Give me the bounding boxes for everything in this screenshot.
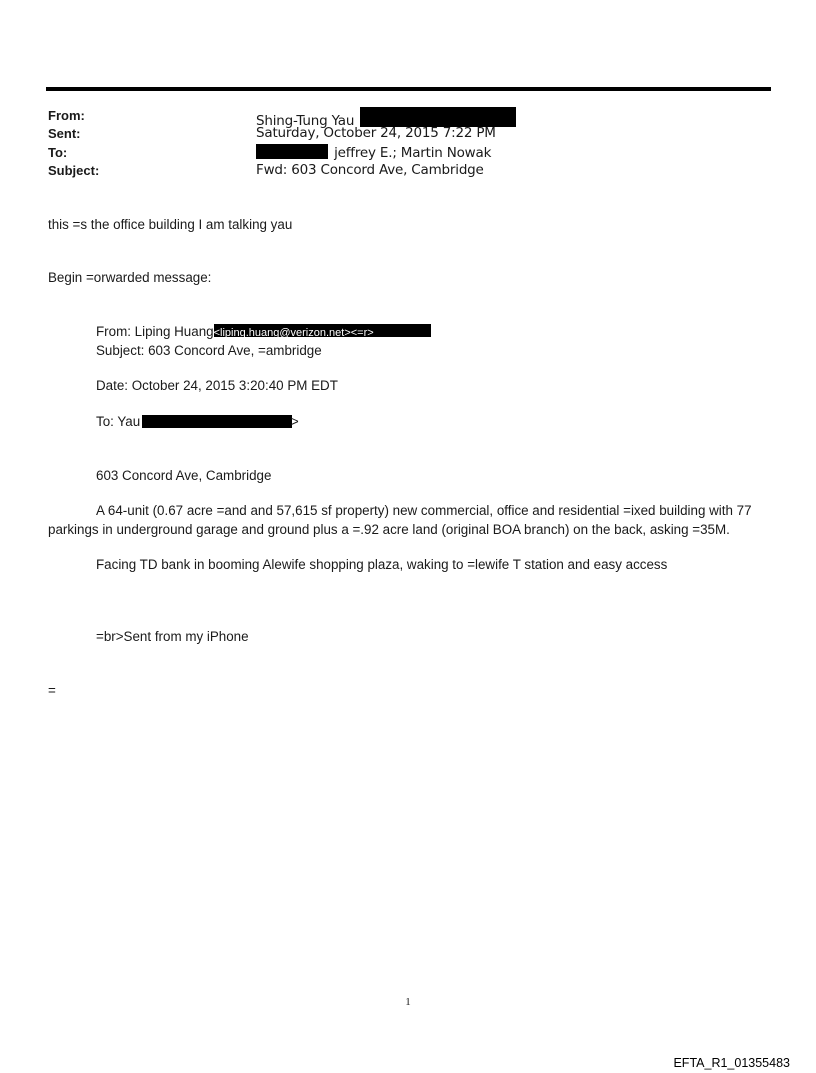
listing-title: 603 Concord Ave, Cambridge xyxy=(96,468,272,483)
fwd-to-line xyxy=(96,412,299,431)
header-rule xyxy=(46,87,771,91)
to-recipients: jeffrey E.; Martin Nowak xyxy=(334,145,492,161)
fwd-subject-line: Subject: 603 Concord Ave, =ambridge xyxy=(96,343,322,358)
page-number: 1 xyxy=(405,996,411,1008)
fwd-to-suffix: > xyxy=(290,414,299,429)
signature-line: =br>Sent from my iPhone xyxy=(96,629,249,644)
subject-value: Fwd: 603 Concord Ave, Cambridge xyxy=(256,162,484,178)
sent-label: Sent: xyxy=(48,126,81,141)
redaction-to-recipient xyxy=(256,144,328,159)
sent-value: Saturday, October 24, 2015 7:22 PM xyxy=(256,125,496,141)
subject-label: Subject: xyxy=(48,163,100,178)
fwd-date-line: Date: October 24, 2015 3:20:40 PM EDT xyxy=(96,378,338,393)
redaction-fwd-to-email xyxy=(142,415,292,428)
listing-location: Facing TD bank in booming Alewife shopping plaza, waking to =lewife T station and easy access xyxy=(96,557,668,572)
forward-marker: Begin =orwarded message: xyxy=(48,270,212,285)
to-label: To: xyxy=(48,145,68,160)
listing-description: A 64-unit (0.67 acre =and and 57,615 sf property) new commercial, office and residential =ixed building with 77 parkings in underground garage and ground plus a =.92 acre land (original BOA branch) on the back, asking =35M. xyxy=(48,503,752,537)
redaction-fwd-from-email xyxy=(214,324,431,337)
fwd-from-visible-fragment: <liping.huang@verizon.net><=r> xyxy=(213,327,374,337)
fwd-to-prefix: To: Yau xyxy=(96,414,141,429)
bates-number: EFTA_R1_01355483 xyxy=(673,1056,790,1070)
from-label: From: xyxy=(48,108,85,123)
redaction-from-email xyxy=(360,107,516,127)
trailer-char: = xyxy=(48,683,56,698)
to-value xyxy=(256,144,491,161)
fwd-from-line xyxy=(96,322,431,341)
fwd-from-prefix: From: Liping Huang xyxy=(96,324,214,339)
from-name: Shing-Tung Yau xyxy=(256,113,355,129)
intro-line: this =s the office building I am talking yau xyxy=(48,217,293,232)
